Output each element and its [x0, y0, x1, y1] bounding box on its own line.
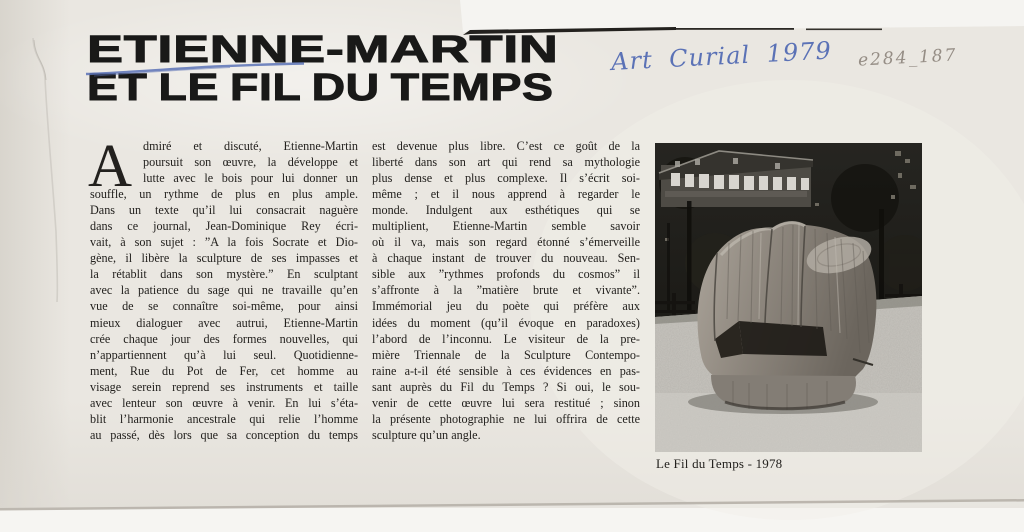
text-line: s’affronte à la ”matière brute et vivante”.	[372, 283, 640, 298]
text-line: avec lenteur son œuvre à venir. En lui s’éta-	[90, 395, 358, 410]
text-line: sible aux ”rythmes profonds du cosmos” il	[372, 267, 640, 282]
text-line: vue de se connaître soi-même, pour ainsi	[90, 299, 358, 314]
text-line: vait, à son sujet : ”A la fois Socrate et Dio-	[90, 235, 358, 250]
text-line: la présente photographie ne lui offrira de cette	[372, 411, 640, 426]
text-line: poursuit son œuvre, la développe et	[143, 155, 358, 170]
text-line: idées du moment (qu’il évoque en paradoxes)	[372, 315, 640, 330]
text-line: lutte avec le bois pour lui donner un	[143, 171, 358, 186]
text-line: mière Triennale de la Sculpture Contempo-	[372, 347, 640, 362]
headline-line-1: ETIENNE-MARTIN	[87, 29, 559, 71]
photo-caption: Le Fil du Temps - 1978	[656, 456, 783, 471]
text-line: l’abord de l’inconnu. Le visiteur de la pre-	[372, 331, 640, 346]
text-line: venir de cette œuvre lui sera restitué ; sinon	[372, 395, 640, 410]
text-line: même ; et il nous apprend à regarder le	[372, 187, 640, 202]
text-line: monde. Indulgent aux esthétiques qui se	[372, 203, 640, 218]
text-line: raine a-t-il été sensible à ces évidences en pas-	[372, 363, 640, 378]
text-line: avec la patience du sage qui ne travaille qu’en	[90, 283, 358, 298]
article-column-2	[372, 138, 640, 443]
drop-cap: A	[88, 133, 133, 200]
text-line: plus dense et plus complexe. Il s’écrit soi-	[372, 171, 640, 186]
pen-strike-mark	[80, 58, 310, 82]
text-line: à chaque instant de trouver du nouveau. Sen-	[372, 251, 640, 266]
text-line: liberté dans son art qui rend sa mythologie	[372, 155, 640, 170]
text-line: mieux dialoguer avec autrui, Etienne-Martin	[90, 315, 358, 330]
text-line: gène, il libère la sculpture de ses impasses et	[90, 251, 358, 266]
text-line: souffle, un rythme de plus en plus ample.	[90, 187, 358, 202]
catalog-number: e284_187	[857, 45, 958, 71]
text-line: Immémorial jeu du poète qui préfère aux	[372, 299, 640, 314]
text-line: blit l’harmonie ancestrale qui relie l’homme	[90, 411, 358, 426]
text-line: multiplient, Etienne-Martin semble savoir	[372, 219, 640, 234]
text-line: où il va, mais son regard étonné s’émerveille	[372, 235, 640, 250]
text-line: est devenue plus libre. C’est ce goût de la	[372, 139, 640, 153]
text-line: sculpture qu’un angle.	[372, 427, 481, 442]
headline-line-2: ET LE FIL DU TEMPS	[87, 67, 554, 109]
text-line: dmiré et discuté, Etienne-Martin	[143, 139, 358, 153]
sculpture-photo	[655, 143, 922, 452]
text-line: ment, Rue du Pot de Fer, cet homme au	[90, 363, 358, 378]
text-line: crée chaque jour des formes nouvelles, qui	[90, 331, 358, 346]
text-line: au passé, dès lors que sa conception du temps	[90, 427, 358, 442]
text-line: Dans un texte qu’il lui consacrait naguère	[90, 203, 358, 218]
text-line: dans ce journal, Jean-Dominique Rey écri-	[90, 219, 358, 234]
handwritten-note: Art Curial 1979	[610, 36, 833, 76]
text-line: la rétablit dans son mystère.” En sculptant	[90, 267, 358, 282]
text-line: n’appartiennent qu’à lui seul. Quotidienne-	[90, 347, 358, 362]
text-line: visage serein reprend ses instruments et taille	[90, 379, 358, 394]
text-line: sant auprès du Fil du Temps ? Si oui, le sou-	[372, 379, 640, 394]
article-column-1	[88, 133, 358, 443]
